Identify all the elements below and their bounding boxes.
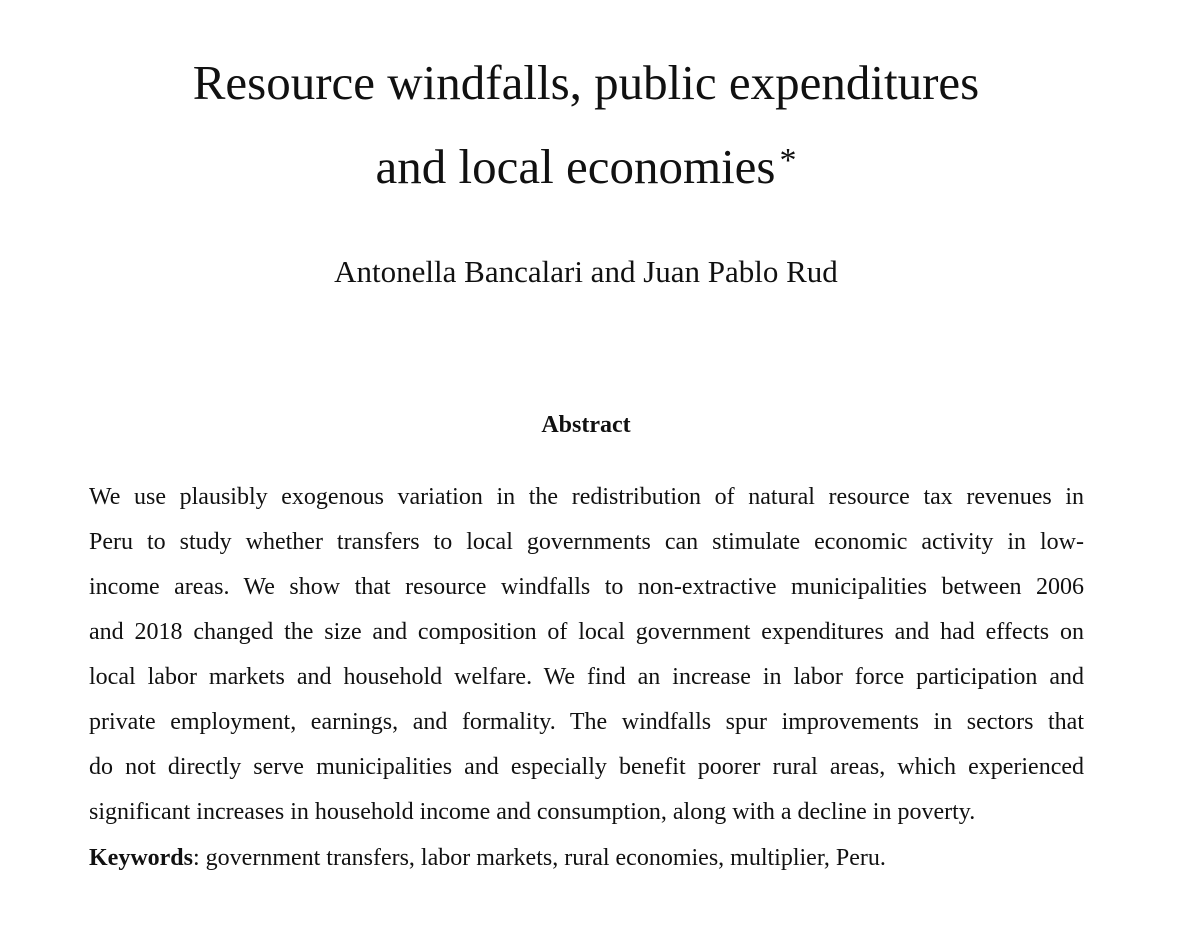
keywords <box>89 838 1084 878</box>
abstract-line: local labor markets and household welfare. We find an increase in labor force participation and <box>89 664 1084 690</box>
abstract-heading: Abstract <box>541 412 631 438</box>
keywords-text: : government transfers, labor markets, rural economies, multiplier, Peru. <box>193 845 886 871</box>
title-footnote-mark[interactable]: * <box>779 142 797 179</box>
abstract-line: Peru to study whether transfers to local governments can stimulate economic activity in low- <box>89 529 1084 555</box>
paper-title-line-2 <box>0 139 1172 194</box>
keywords-label: Keywords <box>89 845 193 871</box>
abstract-body <box>89 475 1084 835</box>
abstract-line: significant increases in household income and consumption, along with a decline in poverty. <box>89 799 976 825</box>
abstract-line: private employment, earnings, and formality. The windfalls spur improvements in sectors that <box>89 709 1084 735</box>
abstract-line: income areas. We show that resource windfalls to non-extractive municipalities between 2006 <box>89 574 1084 600</box>
authors: Antonella Bancalari and Juan Pablo Rud <box>334 254 838 289</box>
abstract-line: We use plausibly exogenous variation in the redistribution of natural resource tax revenues in <box>89 484 1084 510</box>
abstract-line: and 2018 changed the size and composition of local government expenditures and had effects on <box>89 619 1084 645</box>
paper-title-line-1: Resource windfalls, public expenditures <box>192 55 980 110</box>
paper-title-line-2-text: and local economies <box>375 139 776 194</box>
abstract-line: do not directly serve municipalities and especially benefit poorer rural areas, which experienced <box>89 754 1084 780</box>
